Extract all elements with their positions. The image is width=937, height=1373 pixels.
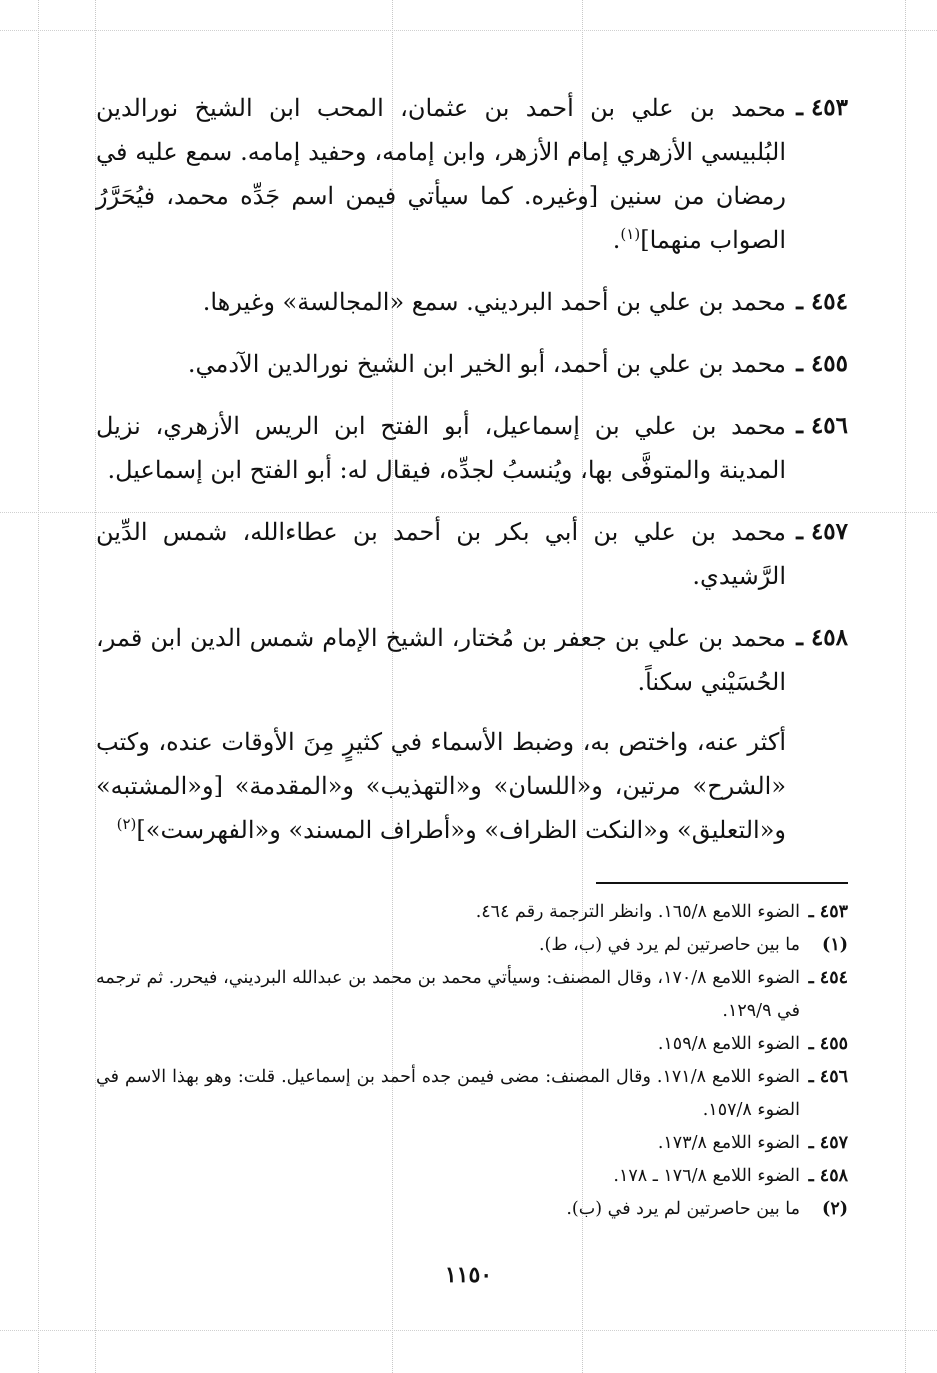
scan-guide-line [0,1330,937,1331]
scan-guide-line [905,0,906,1373]
entry-number: ٤٥٥ ـ [796,350,848,377]
footnote [96,896,848,929]
footnote-text: ما بين حاصرتين لم يرد في (ب). [566,1199,800,1219]
footnote-number: ٤٥٤ ـ [808,968,848,988]
entry-number: ٤٥٤ ـ [796,288,848,315]
footnote-number: (٢) [822,1199,848,1219]
footnotes [96,896,848,1226]
footnote-text: الضوء اللامع ١٧١/٨. وقال المصنف: مضى فيمن جده أحمد بن إسماعيل. قلت: وهو بهذا الاسم في الضوء ١٥٧/٨. [96,1067,800,1120]
entry-number: ٤٥٨ ـ [796,624,848,651]
footnote-marker: (٢) [116,815,137,833]
footnote-text: الضوء اللامع ١٧٣/٨. [657,1133,800,1153]
entry-458 [96,616,848,704]
entry-453 [96,86,848,262]
footnote-text: الضوء اللامع ١٦٥/٨. وانظر الترجمة رقم ٤٦٤. [475,902,800,922]
footnote-number: ٤٥٥ ـ [808,1034,848,1054]
entry-text: محمد بن علي بن إسماعيل، أبو الفتح ابن الريس الأزهري، نزيل المدينة والمتوفَّى بها، ويُنسبُ لجدِّه، فيقال له: أبو الفتح ابن إسماعيل. [96,412,786,484]
footnote-number: ٤٥٣ ـ [808,902,848,922]
footnote [96,1160,848,1193]
entry-number: ٤٥٦ ـ [796,412,848,439]
scan-guide-line [0,30,937,31]
entry-456 [96,404,848,492]
footnote-number: ٤٥٨ ـ [808,1166,848,1186]
entry-text: محمد بن علي بن أحمد بن عثمان، المحب ابن الشيخ نورالدين البُلبيسي الأزهري إمام الأزهر، وابن إمامه، وحفيد إمامه. سمع عليه في رمضان من سنين [وغيره. كما سيأتي فيمن اسم جَدِّه محمد، فيُحَرَّرُ الصواب منهما] [96,94,786,254]
entry-number: ٤٥٧ ـ [796,518,848,545]
footnote [96,1061,848,1127]
entry-457 [96,510,848,598]
entry-454 [96,280,848,324]
entry-text: محمد بن علي بن أحمد البرديني. سمع «المجالسة» وغيرها. [202,288,786,316]
footnote [96,1193,848,1226]
entry-text: محمد بن علي بن أبي بكر بن أحمد بن عطاءالله، شمس الدِّين الرَّشيدي. [96,518,786,590]
footnote-text: الضوء اللامع ١٧٠/٨، وقال المصنف: وسيأتي محمد بن محمد بن عبدالله البرديني، فيحرر. ثم ترجمه في ١٢٩/٩. [96,968,800,1021]
entry-455 [96,342,848,386]
entry-number: ٤٥٣ ـ [796,94,848,121]
footnote-divider [596,882,848,884]
footnote [96,929,848,962]
footnote-number: ٤٥٧ ـ [808,1133,848,1153]
footnote-marker: (١) [620,225,641,243]
footnote-number: (١) [822,935,848,955]
entry-text: محمد بن علي بن أحمد، أبو الخير ابن الشيخ نورالدين الآدمي. [187,350,786,378]
continuation-text: أكثر عنه، واختص به، وضبط الأسماء في كثيرٍ مِنَ الأوقات عنده، وكتب «الشرح» مرتين، و«اللسان» و«التهذيب» و«المقدمة» [و«المشتبه» و«التعليق» و«النكت الظراف» و«أطراف المسند» و«الفهرست»] [96,728,786,844]
footnote-text: الضوء اللامع ١٧٦/٨ ـ ١٧٨. [613,1166,800,1186]
footnote [96,1127,848,1160]
footnote-text: الضوء اللامع ١٥٩/٨. [657,1034,800,1054]
footnote [96,1028,848,1061]
page-content [96,86,848,1226]
footnote-text: ما بين حاصرتين لم يرد في (ب، ط). [538,935,800,955]
entry-text: محمد بن علي بن جعفر بن مُختار، الشيخ الإمام شمس الدين ابن قمر، الحُسَيْني سكناً. [96,624,786,696]
entry-458-continuation [96,720,848,852]
scan-guide-line [38,0,39,1373]
entry-tail: . [612,226,621,254]
footnote-number: ٤٥٦ ـ [808,1067,848,1087]
footnote [96,962,848,1028]
page-number: ١١٥٠ [444,1262,493,1288]
